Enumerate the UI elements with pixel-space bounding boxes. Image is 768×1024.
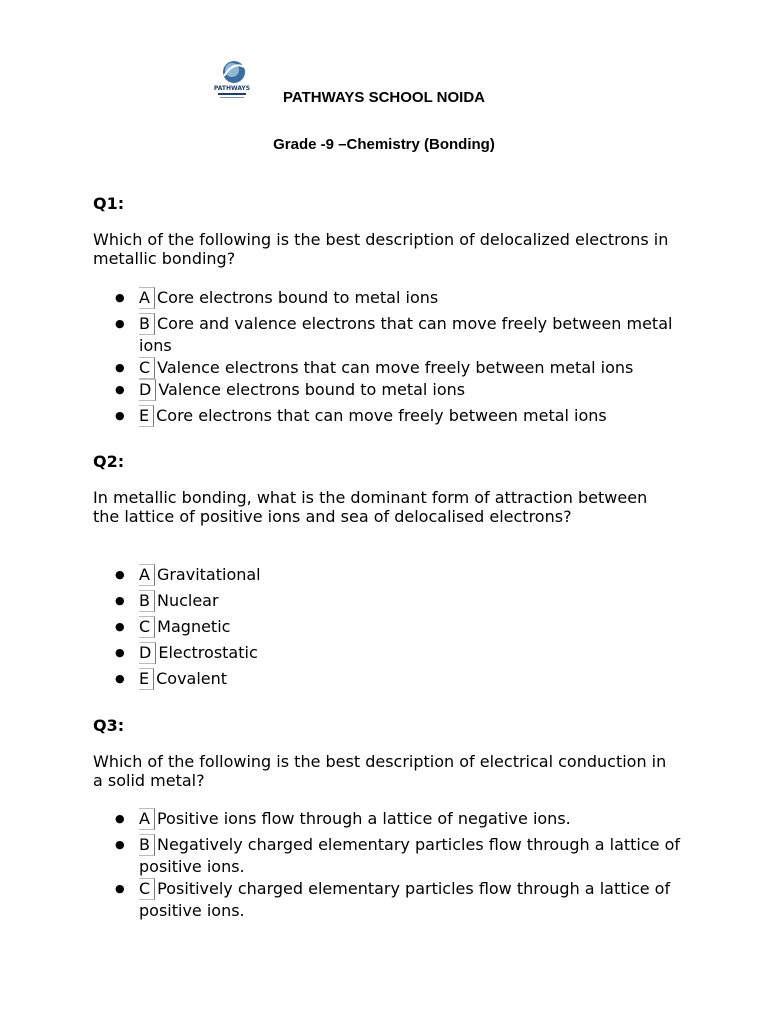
option-item	[93, 642, 683, 664]
bullet-icon: ●	[115, 838, 125, 851]
option-text: Covalent	[156, 669, 228, 688]
option-item	[93, 590, 683, 612]
option-letter: D	[139, 642, 156, 664]
option-letter: A	[139, 564, 155, 586]
option-letter: A	[139, 808, 155, 830]
bullet-icon: ●	[115, 594, 125, 607]
question-3-label: Q3:	[93, 716, 125, 735]
option-item	[93, 287, 683, 309]
option-item	[93, 878, 683, 922]
option-letter: B	[139, 834, 155, 856]
bullet-icon: ●	[115, 882, 125, 895]
option-letter: C	[139, 878, 155, 900]
bullet-icon: ●	[115, 409, 125, 422]
question-2-options	[93, 564, 683, 690]
option-item	[93, 834, 683, 878]
option-text: Positive ions flow through a lattice of negative ions.	[156, 809, 571, 828]
question-1-options	[93, 287, 683, 427]
option-text: Core electrons that can move freely between metal ions	[156, 406, 607, 425]
option-text: Gravitational	[156, 565, 261, 584]
question-3-options	[93, 808, 683, 922]
question-1-label: Q1:	[93, 194, 125, 213]
option-letter: B	[139, 313, 155, 335]
bullet-icon: ●	[115, 620, 125, 633]
option-item	[93, 564, 683, 586]
option-item	[93, 808, 683, 830]
option-text: Negatively charged elementary particles flow through a lattice of positive ions.	[139, 835, 681, 876]
option-letter: C	[139, 357, 155, 379]
logo-text: PATHWAYS	[213, 85, 251, 92]
option-text: Valence electrons bound to metal ions	[158, 380, 466, 399]
question-3-text: Which of the following is the best description of electrical conduction in a solid metal?	[93, 752, 667, 790]
bullet-icon: ●	[115, 383, 125, 396]
option-text: Nuclear	[156, 591, 219, 610]
option-letter: E	[139, 668, 154, 690]
option-item	[93, 405, 683, 427]
option-letter: A	[139, 287, 155, 309]
school-name: PATHWAYS SCHOOL NOIDA	[283, 89, 485, 106]
option-text: Positively charged elementary particles flow through a lattice of positive ions.	[139, 879, 671, 920]
option-letter: D	[139, 379, 156, 401]
bullet-icon: ●	[115, 361, 125, 374]
option-text: Electrostatic	[158, 643, 258, 662]
bullet-icon: ●	[115, 291, 125, 304]
option-letter: E	[139, 405, 154, 427]
document-subtitle: Grade -9 –Chemistry (Bonding)	[273, 136, 495, 153]
option-item	[93, 313, 683, 357]
bullet-icon: ●	[115, 317, 125, 330]
option-item	[93, 668, 683, 690]
option-item	[93, 357, 683, 379]
option-text: Core and valence electrons that can move freely between metal ions	[139, 314, 673, 355]
question-1-text: Which of the following is the best description of delocalized electrons in metallic bonding?	[93, 230, 669, 268]
question-2-label: Q2:	[93, 452, 125, 471]
bullet-icon: ●	[115, 672, 125, 685]
bullet-icon: ●	[115, 812, 125, 825]
option-text: Magnetic	[157, 617, 231, 636]
bullet-icon: ●	[115, 646, 125, 659]
question-2-text: In metallic bonding, what is the dominant form of attraction between the lattice of positive ions and sea of delocalised electrons?	[93, 488, 648, 526]
option-item	[93, 379, 683, 401]
option-letter: B	[139, 590, 155, 612]
option-text: Core electrons bound to metal ions	[156, 288, 439, 307]
option-text: Valence electrons that can move freely between metal ions	[157, 358, 634, 377]
option-letter: C	[139, 616, 155, 638]
option-item	[93, 616, 683, 638]
bullet-icon: ●	[115, 568, 125, 581]
